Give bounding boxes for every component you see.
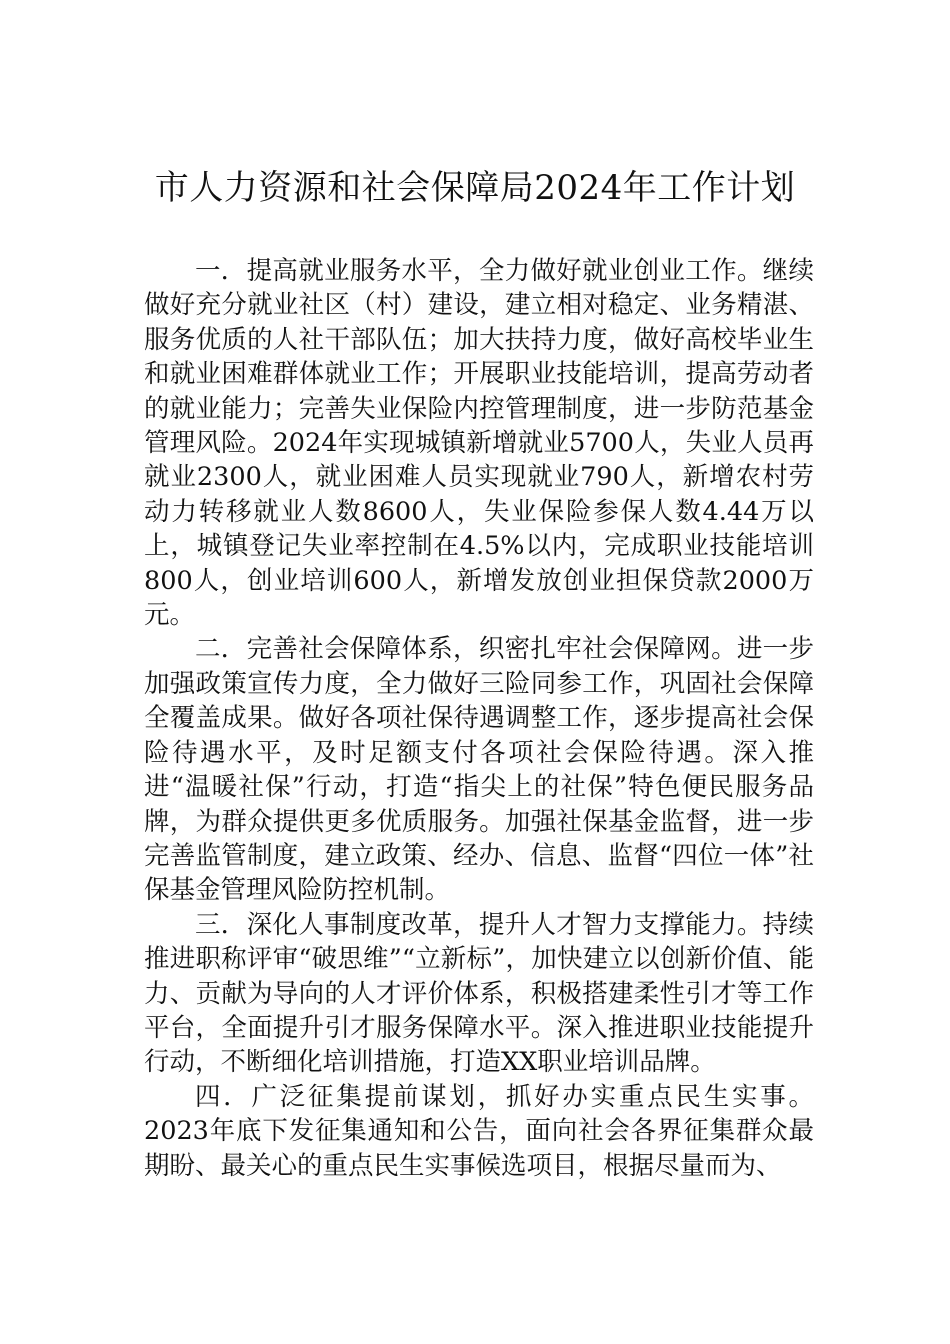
- paragraph-personnel-reform: 三．深化人事制度改革，提升人才智力支撑能力。持续推进职称评审“破思维”“立新标”，加快建立以创新价值、能力、贡献为导向的人才评价体系，积极搭建柔性引才等工作平台，全面提升引才服务保障水平。深入推进职业技能提升行动，不断细化培训措施，打造XX职业培训品牌。: [144, 909, 814, 1078]
- document-title: 市人力资源和社会保障局2024年工作计划: [154, 168, 796, 208]
- paragraph-social-security: 二．完善社会保障体系，织密扎牢社会保障网。进一步加强政策宣传力度，全力做好三险同参工作，巩固社会保障全覆盖成果。做好各项社保待遇调整工作，逐步提高社会保险待遇水平，及时足额支付各项社会保险待遇。深入推进“温暖社保”行动，打造“指尖上的社保”特色便民服务品牌，为群众提供更多优质服务。加强社保基金监督，进一步完善监管制度，建立政策、经办、信息、监督“四位一体”社保基金管理风险防控机制。: [144, 634, 814, 906]
- paragraph-livelihood-projects: 四．广泛征集提前谋划，抓好办实重点民生实事。2023年底下发征集通知和公告，面向社会各界征集群众最期盼、最关心的重点民生实事候选项目，根据尽量而为、: [144, 1081, 814, 1181]
- paragraph-employment: 一．提高就业服务水平，全力做好就业创业工作。继续做好充分就业社区（村）建设，建立相对稳定、业务精湛、服务优质的人社干部队伍；加大扶持力度，做好高校毕业生和就业困难群体就业工作；开展职业技能培训，提高劳动者的就业能力；完善失业保险内控管理制度，进一步防范基金管理风险。2024年实现城镇新增就业5700人，失业人员再就业2300人，就业困难人员实现就业790人，新增农村劳动力转移就业人数8600人，失业保险参保人数4.44万以上，城镇登记失业率控制在4.5%以内，完成职业技能培训800人，创业培训600人，新增发放创业担保贷款2000万元。: [144, 256, 814, 631]
- document-body: [144, 254, 814, 1183]
